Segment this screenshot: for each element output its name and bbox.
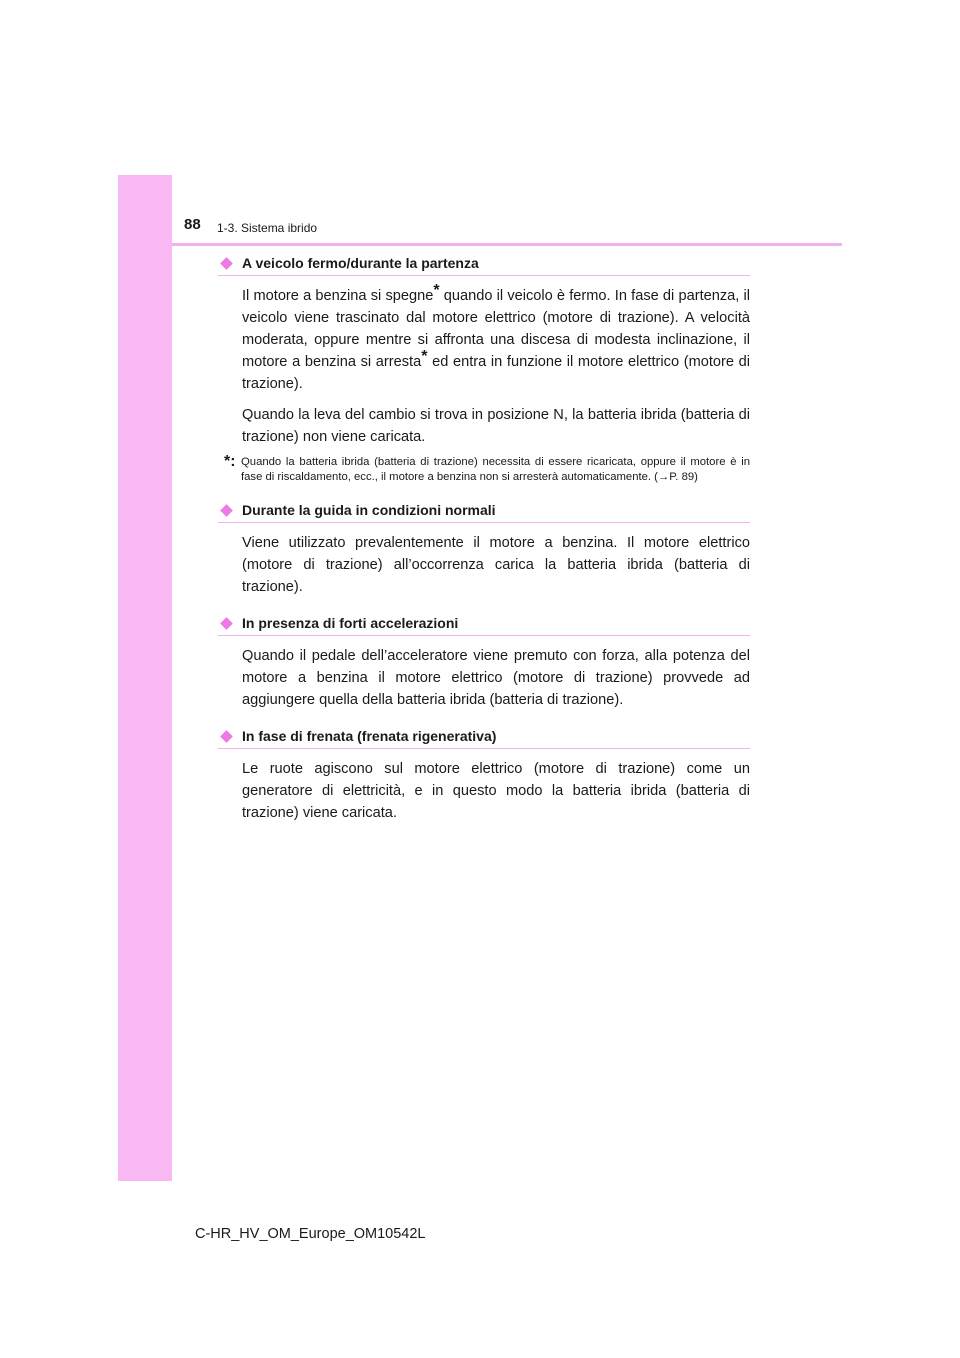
- section-heading: [218, 252, 750, 276]
- section-heading: [218, 499, 750, 523]
- section-strong-acceleration: [218, 612, 750, 711]
- page-content: [218, 252, 750, 824]
- section-title: 1-3. Sistema ibrido: [217, 221, 318, 235]
- paragraph-text: Il motore a benzina si spegne: [242, 288, 434, 304]
- section-heading: [218, 612, 750, 636]
- page-number: 88: [184, 216, 201, 233]
- document-code: C-HR_HV_OM_Europe_OM10542L: [195, 1226, 426, 1242]
- paragraph: Viene utilizzato prevalentemente il motore a benzina. Il motore elettrico (motore di trazione) all’occorrenza carica la batteria ibrida (batteria di trazione).: [242, 535, 750, 595]
- footnote-mark: *:: [224, 453, 236, 470]
- section-vehicle-stopped: [218, 252, 750, 485]
- heading-text: In presenza di forti accelerazioni: [242, 615, 459, 631]
- paragraph: [242, 282, 750, 395]
- diamond-bullet-icon: [220, 730, 233, 743]
- diamond-bullet-icon: [220, 257, 233, 270]
- heading-text: A veicolo fermo/durante la partenza: [242, 255, 479, 271]
- section-regenerative-braking: [218, 725, 750, 824]
- heading-text: In fase di frenata (frenata rigenerativa): [242, 728, 497, 744]
- section-heading: [218, 725, 750, 749]
- paragraph: Quando il pedale dell’acceleratore viene premuto con forza, alla potenza del motore a benzina il motore elettrico (motore di trazione) provvede ad aggiungere quella della batteria ibrida (batteria di trazione).: [242, 648, 750, 708]
- paragraph-text: ed entra in funzione il motore elettrico (motore di trazione).: [242, 354, 750, 392]
- footnote: [224, 455, 750, 485]
- sidebar-color-band: [118, 175, 172, 1181]
- diamond-bullet-icon: [220, 504, 233, 517]
- diamond-bullet-icon: [220, 617, 233, 630]
- paragraph: Quando la leva del cambio si trova in posizione N, la batteria ibrida (batteria di trazione) non viene caricata.: [242, 407, 750, 445]
- footnote-text: Quando la batteria ibrida (batteria di trazione) necessita di essere ricaricata, oppure il motore è in fase di riscaldamento, ecc., il motore a benzina non si arresterà automaticamente. (→P. 89): [241, 456, 750, 483]
- header-divider: [172, 243, 842, 246]
- paragraph-text: quando il veicolo è fermo. In fase di partenza, il veicolo viene trascinato dal motore elettrico (motore di trazione). A velocità moderata, oppure mentre si affronta una discesa di modesta inclinazione, il motore a benzina si arresta: [242, 288, 750, 370]
- asterisk-marker: *: [433, 282, 440, 299]
- asterisk-marker: *: [421, 348, 428, 365]
- section-normal-driving: [218, 499, 750, 598]
- heading-text: Durante la guida in condizioni normali: [242, 502, 496, 518]
- paragraph: Le ruote agiscono sul motore elettrico (motore di trazione) come un generatore di elettricità, e in questo modo la batteria ibrida (batteria di trazione) viene caricata.: [242, 761, 750, 821]
